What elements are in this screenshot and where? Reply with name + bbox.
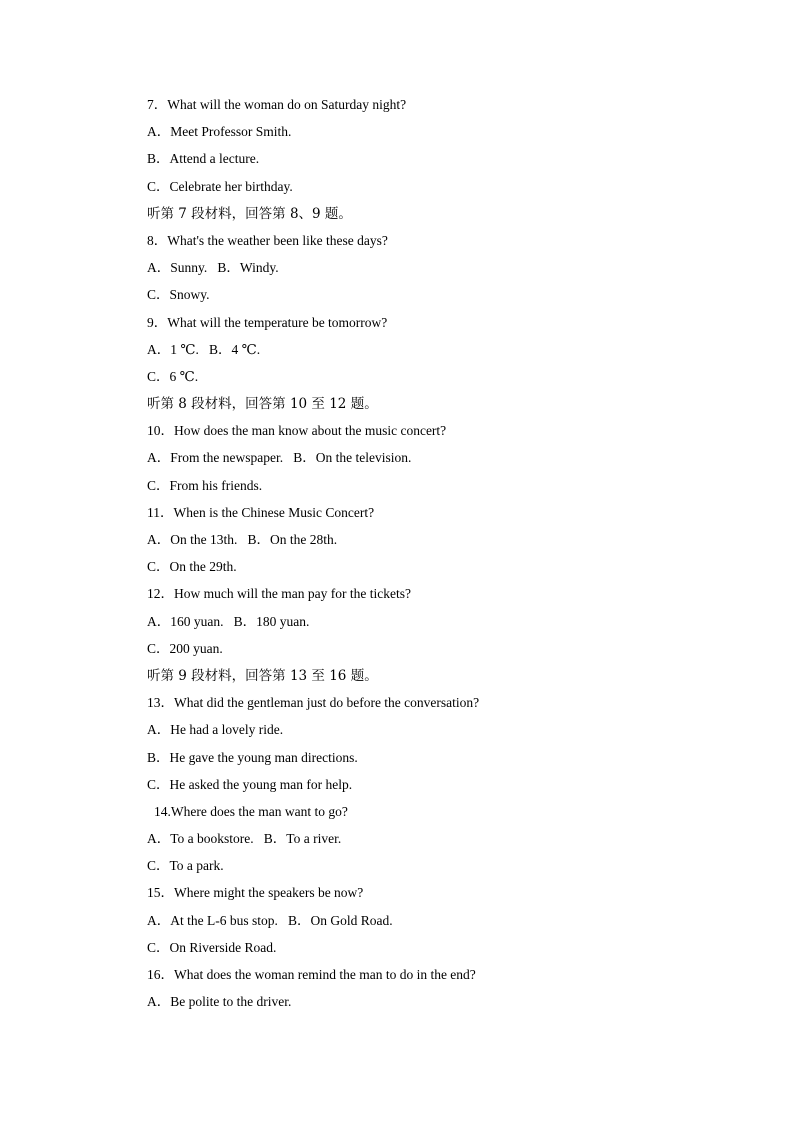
option-7a: A．Meet Professor Smith. bbox=[147, 124, 292, 140]
question-10: 10．How does the man know about the music concert? bbox=[147, 423, 447, 439]
question-16: 16．What does the woman remind the man to do in the end? bbox=[147, 967, 476, 982]
question-8: 8．What's the weather been like these days? bbox=[147, 232, 388, 248]
option-10ab: A．From the newspaper. B．On the television. bbox=[147, 450, 412, 466]
option-13b: B．He gave the young man directions. bbox=[147, 749, 358, 765]
option-10c: C．From his friends. bbox=[147, 477, 263, 493]
question-15: 15．Where might the speakers be now? bbox=[147, 885, 364, 901]
option-14ab: A．To a bookstore. B．To a river. bbox=[147, 831, 342, 847]
section-heading-7: 听第 7 段材料，回答第 8、9 题。 bbox=[147, 205, 352, 222]
question-13: 13．What did the gentleman just do before the conversation? bbox=[147, 695, 480, 711]
question-14: 14.Where does the man want to go? bbox=[154, 803, 348, 819]
option-12ab: A．160 yuan. B．180 yuan. bbox=[147, 613, 310, 629]
option-7c: C．Celebrate her birthday. bbox=[147, 178, 293, 194]
option-15ab: A．At the L-6 bus stop. B．On Gold Road. bbox=[147, 912, 393, 928]
option-11c: C．On the 29th. bbox=[147, 559, 237, 575]
option-7b: B．Attend a lecture. bbox=[147, 151, 260, 167]
question-list bbox=[147, 95, 707, 1019]
question-7: 7．What will the woman do on Saturday night? bbox=[147, 97, 407, 112]
question-11: 11．When is the Chinese Music Concert? bbox=[147, 504, 375, 520]
option-13a: A．He had a lovely ride. bbox=[147, 722, 284, 738]
question-9: 9．What will the temperature be tomorrow? bbox=[147, 314, 388, 330]
option-14c: C．To a park. bbox=[147, 858, 224, 874]
option-9ab: A．1 ℃. B．4 ℃. bbox=[147, 341, 261, 357]
option-16a: A．Be polite to the driver. bbox=[147, 994, 292, 1010]
section-heading-9: 听第 9 段材料，回答第 13 至 16 题。 bbox=[147, 667, 378, 684]
option-8ab: A．Sunny. B．Windy. bbox=[147, 260, 279, 276]
option-8c: C．Snowy. bbox=[147, 287, 210, 303]
section-heading-8: 听第 8 段材料，回答第 10 至 12 题。 bbox=[147, 396, 378, 413]
option-13c: C．He asked the young man for help. bbox=[147, 776, 353, 792]
question-12: 12．How much will the man pay for the tickets? bbox=[147, 586, 411, 602]
option-11ab: A．On the 13th. B．On the 28th. bbox=[147, 532, 338, 547]
option-15c: C．On Riverside Road. bbox=[147, 939, 277, 955]
option-12c: C．200 yuan. bbox=[147, 640, 223, 656]
option-9c: C．6 ℃. bbox=[147, 368, 199, 384]
